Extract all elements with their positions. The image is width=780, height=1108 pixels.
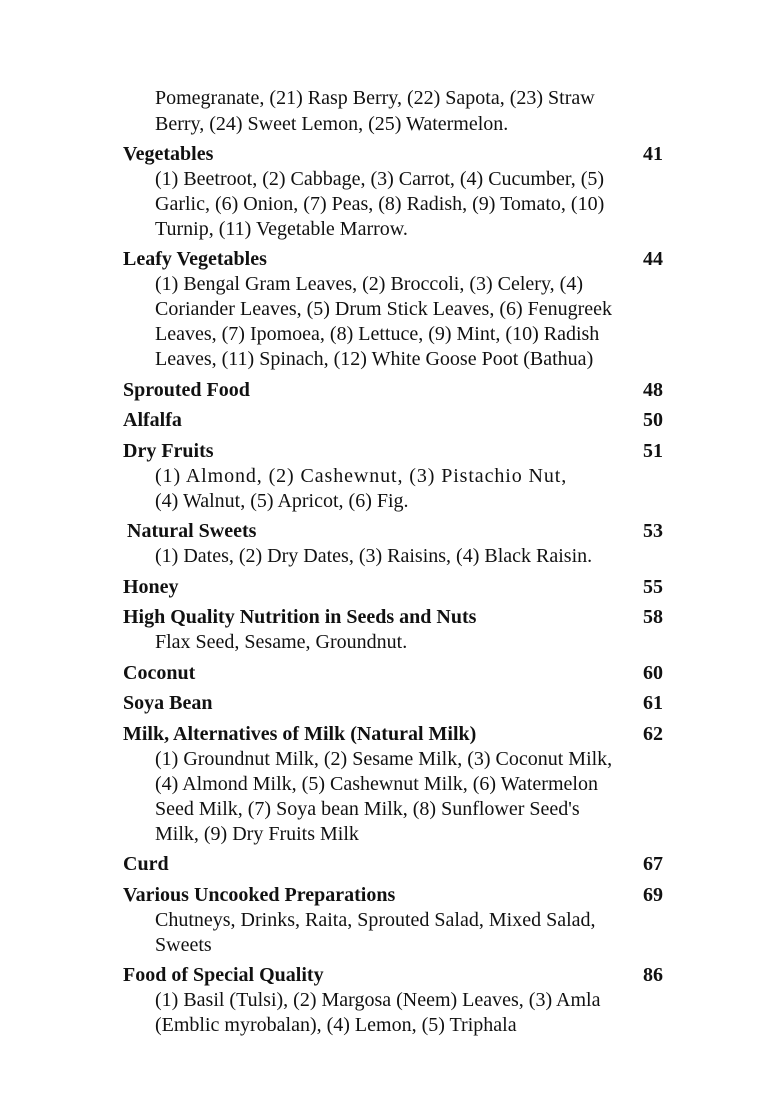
entry-page-number: 41 [643,143,663,165]
entry-subline: Sweets [155,934,212,956]
entry-page-number: 69 [643,884,663,906]
entry-subline: Chutneys, Drinks, Raita, Sprouted Salad, Mixed Salad, [155,909,596,931]
entry-page-number: 55 [643,576,663,598]
entry-title: Leafy Vegetables [123,248,267,270]
entry-title: Food of Special Quality [123,964,324,986]
entry-title: Curd [123,853,169,875]
entry-subline: (Emblic myrobalan), (4) Lemon, (5) Triphala [155,1014,517,1036]
entry-page-number: 51 [643,440,663,462]
entry-title: Honey [123,576,179,598]
entry-subline: (4) Almond Milk, (5) Cashewnut Milk, (6) Watermelon [155,773,598,795]
entry-title: Sprouted Food [123,379,250,401]
entry-subline: Turnip, (11) Vegetable Marrow. [155,218,408,240]
entry-page-number: 60 [643,662,663,684]
entry-subline: Leaves, (7) Ipomoea, (8) Lettuce, (9) Mint, (10) Radish [155,323,600,345]
entry-page-number: 62 [643,723,663,745]
entry-subline: Flax Seed, Sesame, Groundnut. [155,631,408,653]
entry-subline: Garlic, (6) Onion, (7) Peas, (8) Radish, (9) Tomato, (10) [155,193,605,215]
entry-title: Vegetables [123,143,214,165]
entry-title: Dry Fruits [123,440,214,462]
continuation-line: Berry, (24) Sweet Lemon, (25) Watermelon. [155,113,509,135]
entry-page-number: 50 [643,409,663,431]
entry-subline: Leaves, (11) Spinach, (12) White Goose Poot (Bathua) [155,348,594,370]
entry-title: Natural Sweets [127,520,257,542]
entry-page-number: 44 [643,248,663,270]
entry-subline: Seed Milk, (7) Soya bean Milk, (8) Sunflower Seed's [155,798,580,820]
entry-subline: (1) Dates, (2) Dry Dates, (3) Raisins, (4) Black Raisin. [155,545,593,567]
entry-page-number: 86 [643,964,663,986]
entry-page-number: 61 [643,692,663,714]
entry-page-number: 53 [643,520,663,542]
entry-subline: (1) Beetroot, (2) Cabbage, (3) Carrot, (4) Cucumber, (5) [155,168,605,190]
entry-title: Soya Bean [123,692,213,714]
entry-page-number: 58 [643,606,663,628]
entry-title: Alfalfa [123,409,182,431]
entry-subline: (1) Basil (Tulsi), (2) Margosa (Neem) Leaves, (3) Amla [155,989,601,1011]
entry-subline: (4) Walnut, (5) Apricot, (6) Fig. [155,490,409,512]
entry-title: High Quality Nutrition in Seeds and Nuts [123,606,477,628]
entry-page-number: 67 [643,853,663,875]
entry-subline: (1) Bengal Gram Leaves, (2) Broccoli, (3) Celery, (4) [155,273,583,295]
entry-subline: Milk, (9) Dry Fruits Milk [155,823,359,845]
entry-subline: (1) Almond, (2) Cashewnut, (3) Pistachio Nut, [155,465,568,487]
entry-subline: (1) Groundnut Milk, (2) Sesame Milk, (3) Coconut Milk, [155,748,613,770]
entry-title: Coconut [123,662,196,684]
entry-title: Milk, Alternatives of Milk (Natural Milk) [123,723,477,745]
entry-title: Various Uncooked Preparations [123,884,396,906]
entry-page-number: 48 [643,379,663,401]
continuation-line: Pomegranate, (21) Rasp Berry, (22) Sapota, (23) Straw [155,87,595,109]
entry-subline: Coriander Leaves, (5) Drum Stick Leaves, (6) Fenugreek [155,298,613,320]
